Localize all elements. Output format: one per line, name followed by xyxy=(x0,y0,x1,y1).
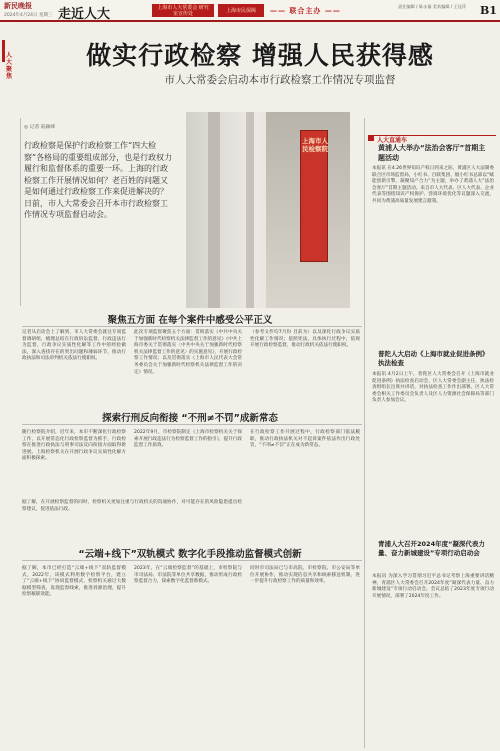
article2-body: 本报讯 4月2日上午，普陀区人大常委会召开《上海市就业促进条例》执法检查启动会，区人大常委会副主任、执法检查组组长出席并讲话，对执法检查工作作出部署。区人大常委会相关工作委员会负责人及区人力资源社会保障局等部门负责人参加会议。 xyxy=(372,372,494,404)
section1-col3: （参考文件均7月份 目前为）以及深化行政争议实质性化解工作情况；依照宪法，具体执行过程中，依规开展行政检察监督，推动行政机关依法行使职权。 xyxy=(250,330,360,349)
section1-col2: 此次专项监督聚焦五个方面：贯彻落实《中共中央关于加强新时代检察机关法律监督工作的意见》《中共上海市委关于贯彻落实〈中共中央关于加强新时代检察机关法律监督工作的意见〉的实施意见》，开展行政检察工作情况；以及贯彻落实《上海市人民代表大会常务委员会关于加强新时代检察机关法律监督工作的决定》情况。 xyxy=(134,330,242,375)
article3-title: 青浦人大召开2024年度“凝深代表力量、奋力新城建设”专项行动启动会 xyxy=(378,540,485,557)
author-byline: ◎ 记者 陆颖峰 xyxy=(24,125,56,130)
column-rule xyxy=(20,118,21,306)
article1-body: 本报讯 在4.26世界知识产权日到来之际，黄浦区人大法制委联合区市场监督局，小红书、百联集团、烟小红书总部以“赋能创新引擎，凝聚知产合力”为主题，举办了黄浦人大“法治会客厅”首期主题活动。来自市人大代表、区人大代表、企业代表等围绕知识产权保护、营商环境优化等议题深入交流，共同为黄浦高质量发展建言献策。 xyxy=(372,166,494,204)
right-section-header xyxy=(368,127,496,144)
section3-title: “云端+线下”双轨模式 数字化手段推动监督模式创新 xyxy=(78,549,302,560)
plaque-text: 上海市人民检察院 xyxy=(302,137,328,153)
issue-date: 2024年4月24日 星期三 xyxy=(4,13,53,18)
column-pillar xyxy=(246,112,254,308)
section1-col1: 记者从启动会上了解到，市人大常委会就这专项监督调研组，梳理总结在行政诉讼监督、行政违法行为监督，行政争议实质性化解等工作中的经验做法，深入查找存在的突出问题和薄弱环节，推动行政执法和司法审判机关依法行使职权。 xyxy=(22,330,126,362)
author-name: 记者 陆颖峰 xyxy=(29,125,56,130)
page-headline: 做实行政检察 增强人民获得感 xyxy=(86,41,434,70)
section2-col4: 据了解，在开展检察监督的同时，检察机关更加注重与行政机关的沟通协作，对可能存在的风险隐患提出检察建议，促进依法行政。 xyxy=(22,500,242,512)
section3-col2: 2023年，在“云端检察监督”的基础上，市检察院与市司法局、市法院等单位共享数据，推动形成行政检察监督合力，探索数字化监督新模式。 xyxy=(134,566,242,585)
article1-title: 黄浦人大举办“法治会客厅”首期主题活动 xyxy=(378,144,486,162)
page-subheadline: 市人大常委会启动本市行政检察工作情况专项监督 xyxy=(164,74,396,86)
section2-col3: 在行政检察工作开展过程中，行政检察部门依法履职，推动行政执法机关对不起诉案件依法作出行政处罚，“不刑≠不罚”正在成为新常态。 xyxy=(250,430,360,449)
co-host-label: —— 联合主办 —— xyxy=(270,7,341,15)
section-kicker: 走近人大 xyxy=(58,7,111,22)
section2-title: 探索行刑反向衔接 “不刑≠不罚”成新常态 xyxy=(102,413,278,424)
section3-col3: 同时市司法局已与市高院、市检察院、市公安局等单位开展协作，推动实现信息共享和线索移送机制，进一步提升行政检察工作的质量和效率。 xyxy=(250,566,360,585)
article2-title: 普陀人大启动《上海市就业促进条例》执法检查 xyxy=(378,350,486,367)
section2-col2: 2022年9月，市检察院制定《上海市检察机关关于探索开展行政违法行为检察监督工作的指引》，提升行政监督工作质效。 xyxy=(134,430,242,449)
organizer-box-2: 上海市民保障 xyxy=(218,4,264,17)
newspaper-brand: 新民晚报 xyxy=(4,1,32,10)
right-column-rule xyxy=(364,118,365,748)
court-building-photo xyxy=(186,112,350,308)
section3-col1: 据了解，本市已经打造“云端+线下”双轨监督模式，2022年，该模式利用数字检察平台，建立了“云端+线下”协同监督模式，检察机关通过大数据模型筛查，发现监督线索，推进诉源治理，提升检察履职效能。 xyxy=(22,566,126,598)
section2-col1: 随行检察院介绍，近年来，本市不断深化行政检察工作，以开展常态化行政检察监督为抓手，行政检察在推进行政执法与刑事司法反向衔接方面取得新进展。上海检察机关在开展行政争议实质性化解方面积极探索。 xyxy=(22,430,126,462)
column-pillar xyxy=(208,112,220,308)
square-bullet-icon xyxy=(368,135,374,141)
editor-info: 责任编辑 / 陈永福 美术编辑 / 王佳萍 xyxy=(398,4,467,9)
page-number: B1 xyxy=(480,4,497,17)
section1-title: 聚焦五方面 在每个案件中感受公平正义 xyxy=(107,315,273,326)
side-section-label: 人大聚焦 xyxy=(6,52,13,80)
article3-body: 本报讯 为深入学习贯彻习近平总书记考察上海重要讲话精神，青浦区人大常委会召开2024年度“凝深代表力量、奋力新城建设”专项行动启动会。会议总结了2023年度专项行动开展情况，部署了2024年度工作。 xyxy=(372,574,494,599)
intro-paragraph: 行政检察是保护行政检察工作“四大检察”各格局的重要组成部分，也是行政权力履行和监督体系的重要一环。上海的行政检察工作开展情况如何？老百姓的问题又是如何通过行政检察工作来促进解决的？日前，市人大常委会召开本市行政检察工作情况专项监督启动会。 xyxy=(24,141,173,219)
page-header xyxy=(0,0,500,22)
organizer-box-1: 上海市人大常委会 研究室宣传处 xyxy=(152,4,214,17)
section-divider xyxy=(22,326,362,327)
procuratorate-plaque xyxy=(300,130,328,262)
right-section-label: 人大直通车 xyxy=(377,137,408,144)
side-accent-bar xyxy=(2,40,5,62)
section-divider xyxy=(22,560,362,561)
section-divider xyxy=(22,424,362,425)
